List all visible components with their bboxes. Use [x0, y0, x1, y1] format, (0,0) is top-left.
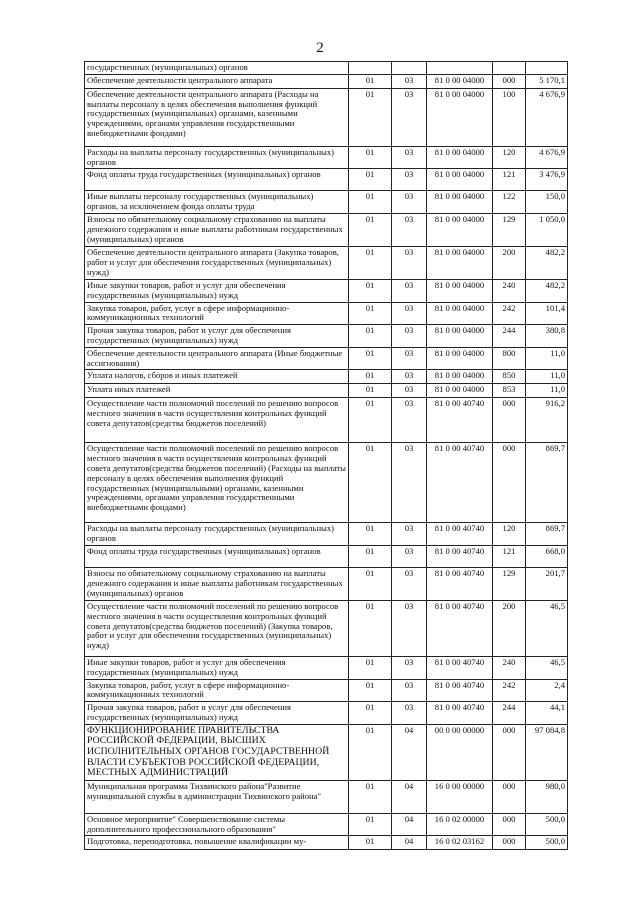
table-row [85, 213, 568, 246]
row-name: Обеспечение деятельности центрального аппарата (Расходы на выплаты персоналу в целях обеспечения выполнения функций государственных (муниципальных) органами, казенными учреждениями, органами управления государственными внебюджетными фондами) [85, 88, 349, 146]
row-section: 01 [349, 813, 392, 836]
row-expense-type: 000 [493, 780, 526, 813]
row-target-item: 81 0 00 04000 [427, 74, 493, 88]
row-subsection: 03 [392, 384, 427, 398]
row-section: 01 [349, 169, 392, 191]
row-subsection: 03 [392, 679, 427, 702]
row-target-item: 00 0 00 00000 [427, 724, 493, 780]
table-row [85, 724, 568, 780]
row-subsection: 03 [392, 246, 427, 279]
row-target-item: 81 0 00 04000 [427, 88, 493, 146]
row-section: 01 [349, 523, 392, 546]
table-row [85, 780, 568, 813]
row-subsection: 04 [392, 724, 427, 780]
row-target-item: 81 0 00 40740 [427, 523, 493, 546]
row-amount: 1 050,0 [526, 213, 568, 246]
row-target-item: 81 0 00 04000 [427, 213, 493, 246]
row-target-item: 81 0 00 04000 [427, 246, 493, 279]
row-subsection: 03 [392, 398, 427, 443]
row-expense-type: 120 [493, 146, 526, 169]
row-expense-type: 122 [493, 191, 526, 214]
table-row [85, 246, 568, 279]
row-name: Фонд оплаты труда государственных (муниципальных) органов [85, 545, 349, 567]
row-subsection: 03 [392, 279, 427, 302]
table-row [85, 702, 568, 725]
row-target-item [427, 62, 493, 75]
row-section: 01 [349, 702, 392, 725]
row-subsection: 04 [392, 836, 427, 850]
row-target-item: 81 0 00 04000 [427, 370, 493, 384]
row-subsection: 04 [392, 813, 427, 836]
row-expense-type: 129 [493, 213, 526, 246]
row-expense-type: 853 [493, 384, 526, 398]
row-expense-type: 244 [493, 325, 526, 348]
row-target-item: 81 0 00 04000 [427, 146, 493, 169]
row-expense-type: 000 [493, 443, 526, 523]
table-row [85, 523, 568, 546]
table-row [85, 679, 568, 702]
row-expense-type: 800 [493, 347, 526, 370]
row-section: 01 [349, 780, 392, 813]
row-subsection: 03 [392, 567, 427, 600]
row-amount: 869,7 [526, 443, 568, 523]
row-section: 01 [349, 370, 392, 384]
row-name: Закупка товаров, работ, услуг в сфере информационно-коммуникационных технологий [85, 302, 349, 325]
table-row [85, 169, 568, 191]
row-target-item: 81 0 00 40740 [427, 567, 493, 600]
row-expense-type: 000 [493, 398, 526, 443]
row-section: 01 [349, 600, 392, 656]
row-section: 01 [349, 384, 392, 398]
table-row [85, 545, 568, 567]
row-amount: 101,4 [526, 302, 568, 325]
table-row [85, 146, 568, 169]
row-name: Расходы на выплаты персоналу государственных (муниципальных) органов [85, 146, 349, 169]
row-name: Расходы на выплаты персоналу государственных (муниципальных) органов [85, 523, 349, 546]
row-name: Обеспечение деятельности центрального аппарата (Закупка товаров, работ и услуг для обеспечения государственных (муниципальных) нужд) [85, 246, 349, 279]
table-row [85, 398, 568, 443]
table-row [85, 813, 568, 836]
row-name: Иные закупки товаров, работ и услуг для обеспечения государственных (муниципальных) нужд [85, 656, 349, 679]
row-name: Уплата налогов, сборов и иных платежей [85, 370, 349, 384]
row-section: 01 [349, 443, 392, 523]
row-section: 01 [349, 191, 392, 214]
table-row [85, 347, 568, 370]
row-target-item: 81 0 00 40740 [427, 600, 493, 656]
table-row [85, 302, 568, 325]
row-section [349, 62, 392, 75]
row-name: Фонд оплаты труда государственных (муниципальных) органов [85, 169, 349, 191]
row-amount: 4 676,9 [526, 146, 568, 169]
row-target-item: 81 0 00 40740 [427, 656, 493, 679]
row-expense-type: 121 [493, 169, 526, 191]
row-target-item: 81 0 00 04000 [427, 279, 493, 302]
row-name: Осуществление части полномочий поселений по решению вопросов местного значения в части осуществления контрольных функций совета депутатов(средства бюджетов поселений) (Закупка товаров, работ и услуг для обеспечения государственных (муниципальных) нужд) [85, 600, 349, 656]
row-expense-type: 240 [493, 656, 526, 679]
row-expense-type [493, 62, 526, 75]
row-section: 01 [349, 279, 392, 302]
page-number: 2 [316, 40, 324, 56]
row-amount: 3 476,9 [526, 169, 568, 191]
table-row [85, 600, 568, 656]
row-expense-type: 242 [493, 679, 526, 702]
table-row [85, 88, 568, 146]
row-subsection: 03 [392, 191, 427, 214]
row-target-item: 81 0 00 04000 [427, 325, 493, 348]
row-name: Взносы по обязательному социальному страхованию на выплаты денежного содержания и иные выплаты работникам государственных (муниципальных) органов [85, 213, 349, 246]
row-target-item: 81 0 00 40740 [427, 679, 493, 702]
row-expense-type: 121 [493, 545, 526, 567]
row-name: Муниципальная программа Тихвинского района"Развитие муниципальной службы в администрации Тихвинского района" [85, 780, 349, 813]
row-target-item: 81 0 00 04000 [427, 169, 493, 191]
row-expense-type: 000 [493, 724, 526, 780]
budget-table [84, 61, 568, 850]
table-row [85, 370, 568, 384]
row-expense-type: 200 [493, 246, 526, 279]
row-expense-type: 120 [493, 523, 526, 546]
row-amount: 44,1 [526, 702, 568, 725]
table-row [85, 656, 568, 679]
row-section: 01 [349, 74, 392, 88]
row-amount: 11,0 [526, 384, 568, 398]
table-row [85, 443, 568, 523]
row-expense-type: 244 [493, 702, 526, 725]
table-row [85, 74, 568, 88]
row-target-item: 81 0 00 40740 [427, 443, 493, 523]
row-amount: 500,0 [526, 836, 568, 850]
row-name: Осуществление части полномочий поселений по решению вопросов местного значения в части осуществления контрольных функций совета депутатов(средства бюджетов поселений) (Расходы на выплаты персоналу в целях обеспечения выполнения функций государственных (муниципальными) органами, казенными учреждениями, органами управления государственными внебюджетными фондами) [85, 443, 349, 523]
row-subsection: 03 [392, 169, 427, 191]
row-subsection: 03 [392, 88, 427, 146]
row-target-item: 81 0 00 40740 [427, 545, 493, 567]
row-amount: 5 170,1 [526, 74, 568, 88]
row-section: 01 [349, 325, 392, 348]
row-section: 01 [349, 656, 392, 679]
row-amount: 4 676,9 [526, 88, 568, 146]
row-section: 01 [349, 836, 392, 850]
row-name: Обеспечение деятельности центрального аппарата (Иные бюджетные ассигнования) [85, 347, 349, 370]
row-subsection: 03 [392, 302, 427, 325]
row-section: 01 [349, 679, 392, 702]
row-target-item: 81 0 00 04000 [427, 302, 493, 325]
row-amount: 97 084,8 [526, 724, 568, 780]
row-section: 01 [349, 567, 392, 600]
table-row [85, 62, 568, 75]
table-row [85, 567, 568, 600]
row-expense-type: 242 [493, 302, 526, 325]
row-section: 01 [349, 146, 392, 169]
row-amount: 2,4 [526, 679, 568, 702]
row-name: Прочая закупка товаров, работ и услуг для обеспечения государственных (муниципальных) нужд [85, 702, 349, 725]
row-name: Закупка товаров, работ, услуг в сфере информационно-коммуникационных технологий [85, 679, 349, 702]
row-name: Иные выплаты персоналу государственных (муниципальных) органов, за исключением фонда оплаты труда [85, 191, 349, 214]
table-row [85, 384, 568, 398]
row-amount: 482,2 [526, 246, 568, 279]
row-subsection: 03 [392, 545, 427, 567]
row-amount: 869,7 [526, 523, 568, 546]
row-expense-type: 000 [493, 813, 526, 836]
table-row [85, 191, 568, 214]
row-subsection: 03 [392, 600, 427, 656]
row-expense-type: 100 [493, 88, 526, 146]
row-amount: 150,0 [526, 191, 568, 214]
row-expense-type: 240 [493, 279, 526, 302]
row-name: Обеспечение деятельности центрального аппарата [85, 74, 349, 88]
row-target-item: 16 0 00 00000 [427, 780, 493, 813]
row-target-item: 16 0 02 03162 [427, 836, 493, 850]
row-subsection: 03 [392, 325, 427, 348]
row-amount: 380,8 [526, 325, 568, 348]
row-amount: 46,5 [526, 656, 568, 679]
row-amount: 980,0 [526, 780, 568, 813]
row-section: 01 [349, 398, 392, 443]
row-subsection: 03 [392, 443, 427, 523]
row-name: Прочая закупка товаров, работ и услуг для обеспечения государственных (муниципальных) нужд [85, 325, 349, 348]
row-section: 01 [349, 88, 392, 146]
row-name: Подготовка, переподготовка, повышение квалификации му- [85, 836, 349, 850]
row-expense-type: 850 [493, 370, 526, 384]
row-expense-type: 200 [493, 600, 526, 656]
row-section: 01 [349, 302, 392, 325]
row-amount: 668,0 [526, 545, 568, 567]
row-section: 01 [349, 724, 392, 780]
row-subsection: 03 [392, 146, 427, 169]
row-subsection: 03 [392, 74, 427, 88]
row-name: Уплата иных платежей [85, 384, 349, 398]
row-section: 01 [349, 545, 392, 567]
row-name: Осуществление части полномочий поселений по решению вопросов местного значения в части осуществления контрольных функций совета депутатов(средства бюджетов поселений) [85, 398, 349, 443]
row-name: Взносы по обязательному социальному страхованию на выплаты денежного содержания и иные выплаты работникам государственных (муниципальных) органов [85, 567, 349, 600]
row-amount: 46,5 [526, 600, 568, 656]
row-subsection: 03 [392, 347, 427, 370]
row-subsection [392, 62, 427, 75]
row-expense-type: 129 [493, 567, 526, 600]
row-subsection: 03 [392, 523, 427, 546]
row-name: ФУНКЦИОНИРОВАНИЕ ПРАВИТЕЛЬСТВА РОССИЙСКОЙ ФЕДЕРАЦИИ, ВЫСШИХ ИСПОЛНИТЕЛЬНЫХ ОРГАНОВ ГОСУДАРСТВЕННОЙ ВЛАСТИ СУБЪЕКТОВ РОССИЙСКОЙ ФЕДЕРАЦИИ, МЕСТНЫХ АДМИНИСТРАЦИЙ [85, 724, 349, 780]
table-row [85, 836, 568, 850]
row-expense-type: 000 [493, 836, 526, 850]
row-amount: 11,0 [526, 370, 568, 384]
row-amount [526, 62, 568, 75]
row-amount: 500,0 [526, 813, 568, 836]
row-amount: 916,2 [526, 398, 568, 443]
row-subsection: 03 [392, 702, 427, 725]
table-row [85, 325, 568, 348]
row-target-item: 81 0 00 04000 [427, 347, 493, 370]
row-expense-type: 000 [493, 74, 526, 88]
row-target-item: 81 0 00 40740 [427, 398, 493, 443]
row-subsection: 03 [392, 370, 427, 384]
row-target-item: 81 0 00 04000 [427, 384, 493, 398]
row-subsection: 03 [392, 656, 427, 679]
row-amount: 482,2 [526, 279, 568, 302]
row-subsection: 04 [392, 780, 427, 813]
row-amount: 201,7 [526, 567, 568, 600]
row-section: 01 [349, 347, 392, 370]
row-name: государственных (муниципальных) органов [85, 62, 349, 75]
table-row [85, 279, 568, 302]
row-target-item: 81 0 00 04000 [427, 191, 493, 214]
row-section: 01 [349, 213, 392, 246]
row-target-item: 16 0 02 00000 [427, 813, 493, 836]
row-section: 01 [349, 246, 392, 279]
row-name: Иные закупки товаров, работ и услуг для обеспечения государственных (муниципальных) нужд [85, 279, 349, 302]
row-subsection: 03 [392, 213, 427, 246]
row-name: Основное мероприятие" Совершенствование системы дополнительного профессионального образования" [85, 813, 349, 836]
row-amount: 11,0 [526, 347, 568, 370]
row-target-item: 81 0 00 40740 [427, 702, 493, 725]
